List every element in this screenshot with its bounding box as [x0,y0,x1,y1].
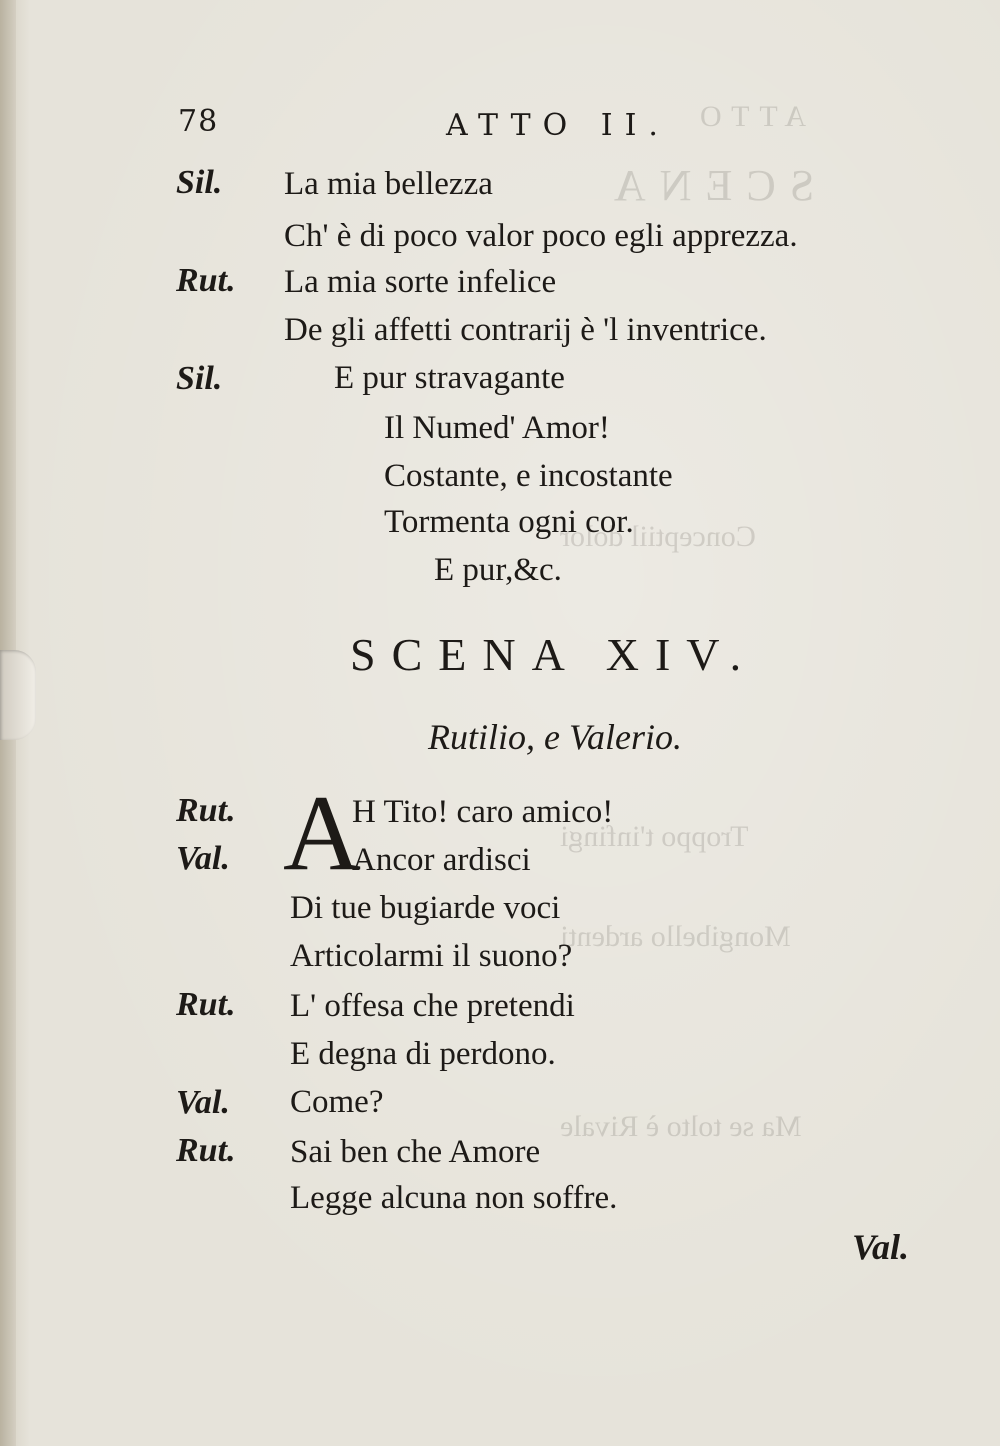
bleed-through: ATTO [690,100,807,133]
verse-line: Costante, e incostante [384,458,673,494]
verse-line: L' offesa che pretendi [290,988,575,1024]
verse-line: Di tue bugiarde voci [290,890,561,926]
verse-line: E pur stravagante [334,360,565,396]
verse-line: De gli affetti contrarij è 'l inventrice. [284,312,767,348]
speaker-label: Rut. [176,262,236,299]
page-number: 78 [178,104,219,139]
scene-heading: SCENA XIV. [350,629,758,680]
speaker-label: Val. [176,1084,230,1121]
speaker-label: Sil. [176,164,223,201]
speaker-label: Sil. [176,360,223,397]
catchword: Val. [852,1227,910,1267]
page-tab-marker [0,650,36,740]
verse-line: Come? [290,1084,384,1120]
drop-cap: A [283,774,361,893]
verse-line: Il Numed' Amor! [384,410,610,446]
verse-line: H Tito! caro amico! [352,794,614,830]
verse-line: Ancor ardisci [352,842,531,878]
speaker-label: Rut. [176,1132,236,1169]
speaker-label: Val. [176,840,230,877]
bleed-through: Troppo t'infingi [560,820,749,853]
bleed-through: SCENA [600,161,815,210]
running-header-title: ATTO II. [446,108,670,143]
verse-line: La mia sorte infelice [284,264,557,300]
speaker-label: Rut. [176,986,236,1023]
verse-line: E degna di perdono. [290,1036,556,1072]
verse-line: E pur,&c. [434,552,562,588]
bleed-through: Ma se tolto è Rivale [560,1110,802,1143]
verse-line: Articolarmi il suono? [290,938,573,974]
verse-line: Legge alcuna non soffre. [290,1180,618,1216]
speaker-label: Rut. [176,792,236,829]
verse-line: Tormenta ogni cor. [384,504,634,540]
verse-line: La mia bellezza [284,166,493,202]
bleed-through: Mongibello ardenti [560,920,791,953]
scene-characters: Rutilio, e Valerio. [428,717,682,757]
bleed-through: Conceptiil dolor [560,520,756,553]
verse-line: Ch' è di poco valor poco egli apprezza. [284,218,798,254]
verse-line: Sai ben che Amore [290,1134,541,1170]
